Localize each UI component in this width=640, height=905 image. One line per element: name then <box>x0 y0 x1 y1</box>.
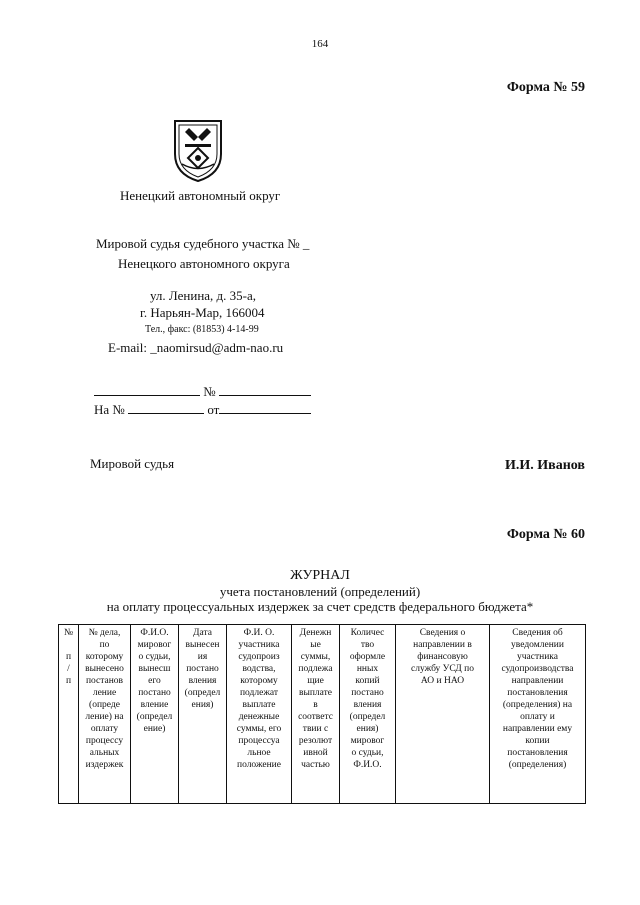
judge-office-line2: Ненецкого автономного округа <box>118 256 290 271</box>
table-header-cell: Количес тво оформле нных копий постано вления (определ ения) мировог о судьи, Ф.И.О. <box>340 625 396 804</box>
journal-subtitle-2: на оплату процессуальных издержек за счет средств федерального бюджета* <box>106 599 534 614</box>
ref-ot-label: от <box>207 402 220 417</box>
ref-number-symbol: № <box>203 384 216 399</box>
signatory-name: И.И. Иванов <box>504 458 585 473</box>
journal-title: ЖУРНАЛ <box>290 568 350 583</box>
incoming-ref-line <box>94 402 311 418</box>
address-street: ул. Ленина, д. 35-а, <box>150 288 257 303</box>
form-60-label: Форма № 60 <box>506 527 585 542</box>
table-header-row <box>59 625 586 804</box>
table-header-cell: Ф.И. О. участника судопроиз водства, которому подлежат выплате денежные суммы, его процессуа льное положение <box>227 625 292 804</box>
table-header-cell: № п / п <box>59 625 79 804</box>
outgoing-ref-line <box>94 384 311 400</box>
table-header-cell: Сведения о направлении в финансовую службу УСД по АО и НАО <box>396 625 490 804</box>
ref-ot-blank <box>219 402 311 414</box>
coat-of-arms-icon <box>172 118 224 184</box>
judge-office-line1: Мировой судья судебного участка № _ <box>96 236 310 251</box>
phone-fax: Тел., факс: (81853) 4-14-99 <box>145 324 259 335</box>
ref-na-label: На № <box>94 402 125 417</box>
table-header-cell: Денежн ые суммы, подлежа щие выплате в соответс твии с резолют ивной частью <box>292 625 340 804</box>
journal-table <box>58 624 586 804</box>
ref-date-blank <box>94 384 200 396</box>
page-number: 164 <box>311 38 329 50</box>
email-line: E-mail: _naomirsud@adm-nao.ru <box>108 340 284 355</box>
region-name: Ненецкий автономный округ <box>120 188 281 203</box>
table-header-cell: Сведения об уведомлении участника судопроизводства направлении постановления (определения) на оплату и направлении ему копии постановления (определения) <box>490 625 586 804</box>
table-header-cell: Дата вынесен ия постано вления (определ ения) <box>179 625 227 804</box>
ref-na-blank <box>128 402 204 414</box>
ref-number-blank <box>219 384 311 396</box>
journal-subtitle-1: учета постановлений (определений) <box>219 584 421 599</box>
signatory-title: Мировой судья <box>90 456 175 471</box>
table-header-cell: № дела, по которому вынесено постанов ление (опреде ление) на оплату процессу альных издержек <box>79 625 131 804</box>
table-header-cell: Ф.И.О. мировог о судьи, вынесш его постано вление (определ ение) <box>131 625 179 804</box>
form-59-label: Форма № 59 <box>506 80 585 95</box>
address-city: г. Нарьян-Мар, 166004 <box>140 305 265 320</box>
